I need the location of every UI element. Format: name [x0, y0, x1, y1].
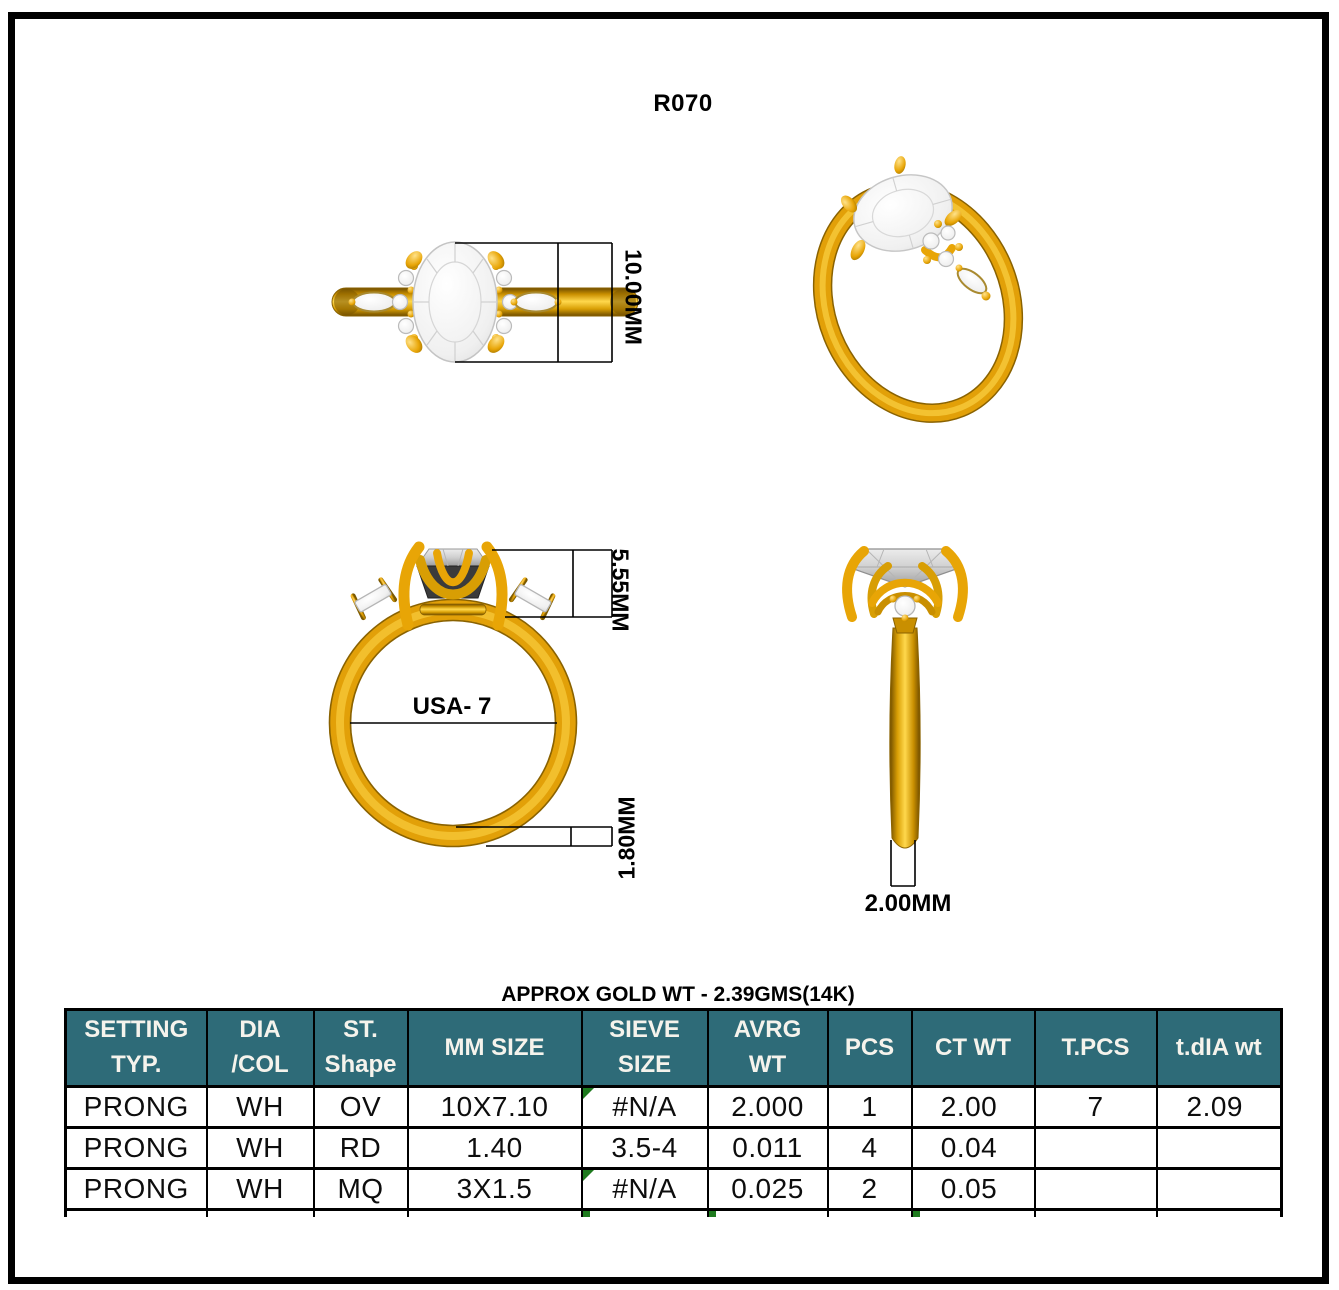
- cell-mm-size: 10X7.10: [408, 1087, 582, 1128]
- col-header-sieve-size: SIEVE SIZE: [582, 1010, 708, 1087]
- cell-ct-wt: 0.05: [912, 1169, 1035, 1210]
- col-header-avrg-wt: AVRG WT: [708, 1010, 828, 1087]
- col-header-st-shape: ST. Shape: [314, 1010, 408, 1087]
- cell-setting: PRONG: [66, 1128, 207, 1169]
- design-number: R070: [653, 90, 713, 117]
- col-header-dia-col: DIA /COL: [207, 1010, 314, 1087]
- cell-st-shape: RD: [314, 1128, 408, 1169]
- cell-setting: PRONG: [66, 1087, 207, 1128]
- cell-t-dia-wt: [1157, 1128, 1282, 1169]
- cell-t-dia-wt: [1157, 1169, 1282, 1210]
- table-row: [66, 1169, 1282, 1210]
- cell-pcs: 4: [828, 1128, 912, 1169]
- cell-setting: PRONG: [66, 1169, 207, 1210]
- side-view-ring: [847, 549, 963, 848]
- cell-sieve-size: #N/A: [582, 1087, 708, 1128]
- col-header-mm-size: MM SIZE: [408, 1010, 582, 1087]
- cell-st-shape: OV: [314, 1087, 408, 1128]
- table-row: [66, 1128, 1282, 1169]
- dimension-shank-width: 2.00MM: [864, 890, 952, 917]
- cell-ct-wt: 2.00: [912, 1087, 1035, 1128]
- col-header-t-dia-wt: t.dIA wt: [1157, 1010, 1282, 1087]
- header-row: [66, 1010, 1282, 1087]
- cell-t-pcs: [1035, 1128, 1157, 1169]
- cell-t-pcs: [1035, 1169, 1157, 1210]
- top-view-ring: [332, 242, 638, 362]
- cell-avrg-wt: 0.025: [708, 1169, 828, 1210]
- spec-table: [64, 1008, 1283, 1217]
- col-header-pcs: PCS: [828, 1010, 912, 1087]
- col-header-ct-wt: CT WT: [912, 1010, 1035, 1087]
- cell-mm-size: 1.40: [408, 1128, 582, 1169]
- clipped-empty-row: [66, 1210, 1282, 1217]
- cell-pcs: 2: [828, 1169, 912, 1210]
- cell-sieve-size: #N/A: [582, 1169, 708, 1210]
- cell-dia-col: WH: [207, 1169, 314, 1210]
- cell-sieve-size: 3.5-4: [582, 1128, 708, 1169]
- cell-dia-col: WH: [207, 1128, 314, 1169]
- cell-dia-col: WH: [207, 1087, 314, 1128]
- gold-weight-note: APPROX GOLD WT - 2.39GMS(14K): [501, 983, 855, 1006]
- cell-pcs: 1: [828, 1087, 912, 1128]
- cell-ct-wt: 0.04: [912, 1128, 1035, 1169]
- dimension-stone-length: 10.00MM: [620, 249, 647, 345]
- dimension-ring-size: USA- 7: [412, 693, 492, 720]
- cell-t-pcs: 7: [1035, 1087, 1157, 1128]
- cell-t-dia-wt: 2.09: [1157, 1087, 1282, 1128]
- cell-st-shape: MQ: [314, 1169, 408, 1210]
- cell-avrg-wt: 2.000: [708, 1087, 828, 1128]
- cell-mm-size: 3X1.5: [408, 1169, 582, 1210]
- dimension-head-height: 5.55MM: [607, 548, 634, 632]
- dimension-shank-thickness: 1.80MM: [613, 796, 640, 880]
- table-row: [66, 1087, 1282, 1128]
- perspective-view-ring: [778, 150, 1057, 454]
- col-header-t-pcs: T.PCS: [1035, 1010, 1157, 1087]
- col-header-setting-typ: SETTING TYP.: [66, 1010, 207, 1087]
- cell-avrg-wt: 0.011: [708, 1128, 828, 1169]
